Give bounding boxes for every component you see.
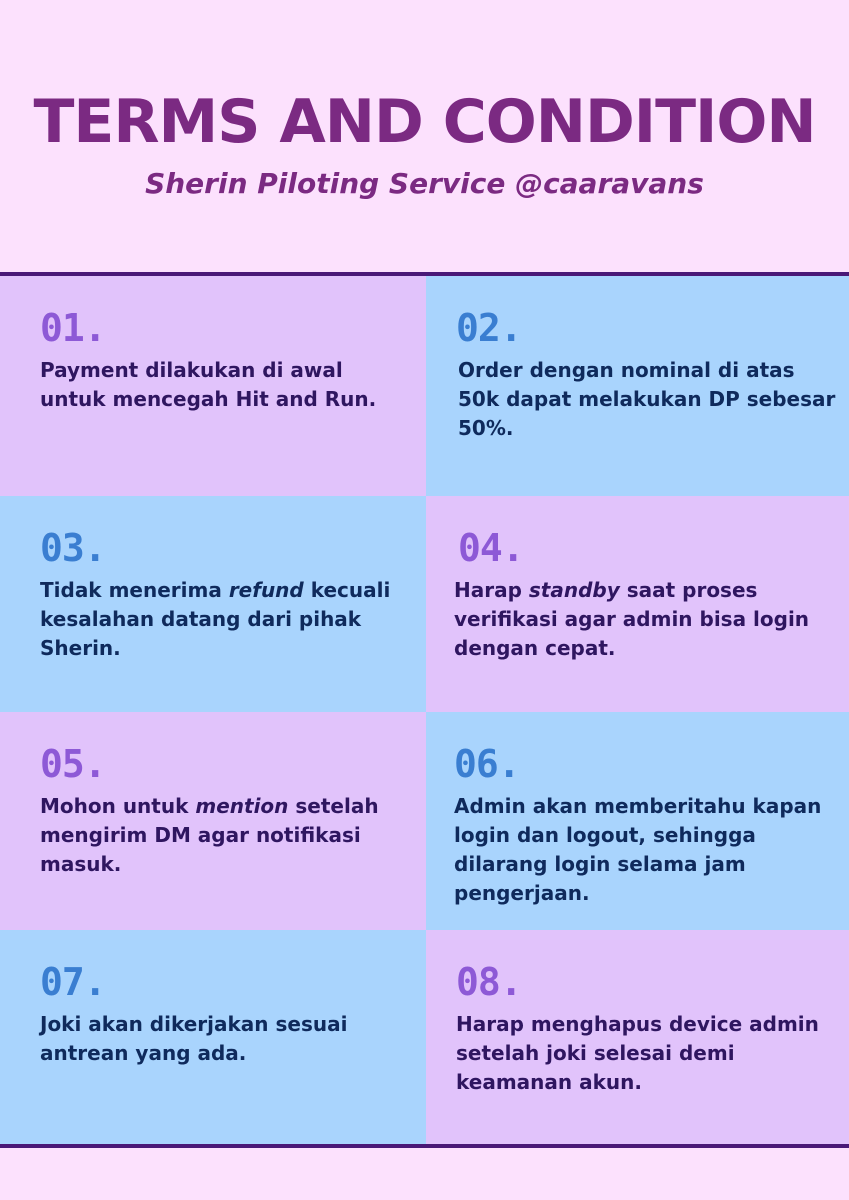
term-number: 03. bbox=[40, 526, 106, 570]
term-text-run: Payment dilakukan di awal untuk mencegah Hit and Run. bbox=[40, 358, 377, 411]
term-text-run: Joki akan dikerjakan sesuai antrean yang ada. bbox=[40, 1012, 348, 1065]
term-text bbox=[454, 576, 834, 663]
term-number: 05. bbox=[40, 742, 106, 786]
term-text-run: Admin akan memberitahu kapan login dan logout, sehingga dilarang login selama jam pengerjaan. bbox=[454, 794, 822, 905]
term-emphasis: standby bbox=[528, 578, 620, 602]
bottom-divider bbox=[0, 1144, 849, 1148]
term-text bbox=[454, 792, 844, 908]
term-number: 02. bbox=[456, 306, 522, 350]
term-text bbox=[40, 1010, 410, 1068]
page-subtitle: Sherin Piloting Service @caaravans bbox=[145, 167, 704, 200]
term-text-run: Harap menghapus device admin setelah joki selesai demi keamanan akun. bbox=[456, 1012, 819, 1094]
term-text-run: Tidak menerima bbox=[40, 578, 229, 602]
term-text bbox=[458, 356, 838, 443]
term-number: 01. bbox=[40, 306, 106, 350]
term-text bbox=[40, 576, 410, 663]
term-card bbox=[426, 496, 849, 712]
term-text-run: setelah mengirim DM agar notifikasi masuk. bbox=[40, 794, 379, 876]
term-text bbox=[456, 1010, 826, 1097]
page-title: TERMS AND CONDITION bbox=[33, 87, 816, 157]
term-number: 07. bbox=[40, 960, 106, 1004]
term-number: 08. bbox=[456, 960, 522, 1004]
term-card bbox=[426, 712, 849, 930]
term-card bbox=[426, 930, 849, 1144]
term-emphasis: refund bbox=[228, 578, 304, 602]
term-text bbox=[40, 792, 410, 879]
term-card bbox=[0, 496, 426, 712]
term-card bbox=[0, 712, 426, 930]
term-text-run: Mohon untuk bbox=[40, 794, 196, 818]
term-text bbox=[40, 356, 410, 414]
header bbox=[0, 0, 849, 272]
term-card bbox=[0, 930, 426, 1144]
term-card bbox=[0, 276, 426, 496]
term-emphasis: mention bbox=[195, 794, 289, 818]
term-number: 04. bbox=[458, 526, 524, 570]
terms-grid bbox=[0, 276, 849, 1144]
term-text-run: Order dengan nominal di atas 50k dapat melakukan DP sebesar 50%. bbox=[458, 358, 836, 440]
term-number: 06. bbox=[454, 742, 520, 786]
term-text-run: Harap bbox=[454, 578, 529, 602]
term-text-run: kecuali kesalahan datang dari pihak Sherin. bbox=[40, 578, 391, 660]
term-text-run: saat proses verifikasi agar admin bisa login dengan cepat. bbox=[454, 578, 810, 660]
term-card bbox=[426, 276, 849, 496]
